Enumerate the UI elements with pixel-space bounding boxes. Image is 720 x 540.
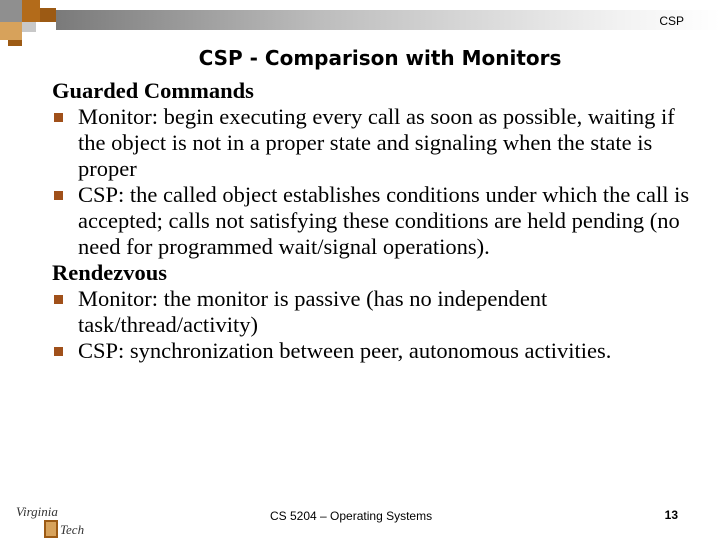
bullet-square-icon bbox=[54, 347, 63, 356]
bullet-text: Monitor: begin executing every call as soon as possible, waiting if the object is not in a proper state and signaling when the state is proper bbox=[78, 104, 675, 181]
decor-square bbox=[22, 0, 40, 22]
logo-text-virginia: Virginia bbox=[16, 504, 58, 519]
bullet-item bbox=[52, 182, 702, 260]
bullet-square-icon bbox=[54, 191, 63, 200]
decor-square bbox=[40, 8, 56, 22]
bullet-text: CSP: synchronization between peer, autonomous activities. bbox=[78, 338, 612, 363]
page-number: 13 bbox=[664, 508, 678, 522]
bullet-item bbox=[52, 286, 702, 338]
footer-course: CS 5204 – Operating Systems bbox=[270, 509, 433, 523]
section-heading-rendezvous: Rendezvous bbox=[52, 260, 168, 285]
decor-square bbox=[0, 22, 22, 40]
slide-title: CSP - Comparison with Monitors bbox=[198, 46, 562, 70]
section-heading-guarded-commands: Guarded Commands bbox=[52, 78, 254, 103]
bullet-text: Monitor: the monitor is passive (has no independent task/thread/activity) bbox=[78, 286, 548, 337]
slide-content bbox=[52, 78, 702, 364]
logo-text-tech: Tech bbox=[60, 522, 85, 537]
bullet-item bbox=[52, 338, 702, 364]
bullet-text: CSP: the called object establishes conditions under which the call is accepted; calls not satisfying these conditions are held pending (no need for programmed wait/signal operations). bbox=[78, 182, 690, 259]
bullet-item bbox=[52, 104, 702, 182]
virginia-tech-logo bbox=[14, 502, 100, 538]
header-band bbox=[56, 10, 720, 30]
header-label: CSP bbox=[659, 14, 684, 28]
bullet-square-icon bbox=[54, 295, 63, 304]
decor-square bbox=[22, 22, 36, 32]
bullet-square-icon bbox=[54, 113, 63, 122]
decor-square bbox=[0, 0, 22, 22]
